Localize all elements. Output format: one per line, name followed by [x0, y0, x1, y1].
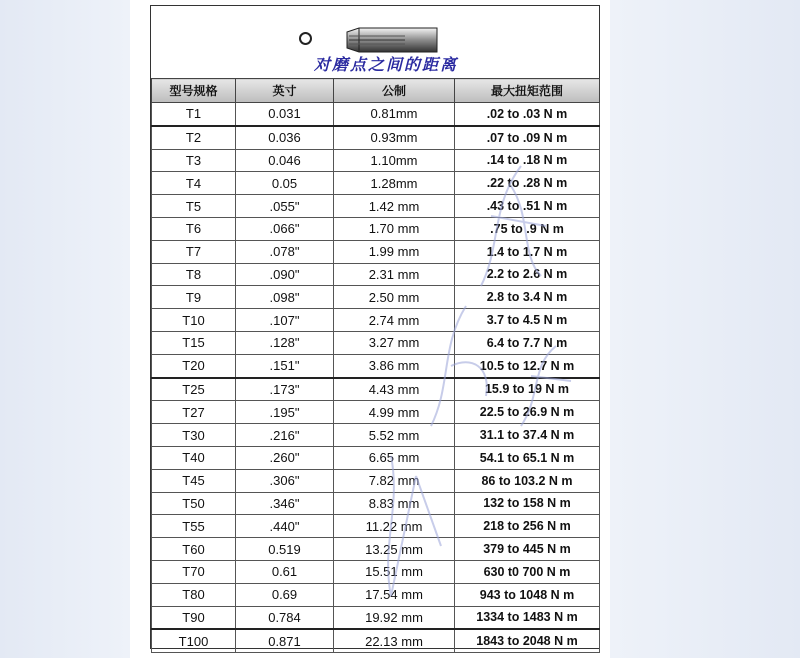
- cell-inch: .260": [236, 446, 334, 469]
- cell-inch: .346": [236, 492, 334, 515]
- cell-model: T40: [152, 446, 236, 469]
- cell-metric: 4.43 mm: [334, 378, 455, 401]
- cell-torque: .14 to .18 N m: [455, 149, 600, 172]
- cell-inch: .306": [236, 469, 334, 492]
- cell-model: T30: [152, 424, 236, 447]
- cell-model: T50: [152, 492, 236, 515]
- cell-inch: .078": [236, 240, 334, 263]
- table-row: [152, 309, 600, 332]
- table-header-row: [152, 79, 600, 103]
- cell-torque: 22.5 to 26.9 N m: [455, 401, 600, 424]
- cell-metric: 2.50 mm: [334, 286, 455, 309]
- table-row: [152, 629, 600, 652]
- cell-metric: 3.86 mm: [334, 354, 455, 377]
- cell-torque: 15.9 to 19 N m: [455, 378, 600, 401]
- table-row: [152, 217, 600, 240]
- table-row: [152, 331, 600, 354]
- torx-bit-icon: [345, 26, 441, 54]
- cell-inch: 0.69: [236, 583, 334, 606]
- cell-model: T20: [152, 354, 236, 377]
- cell-torque: 132 to 158 N m: [455, 492, 600, 515]
- cell-model: T45: [152, 469, 236, 492]
- cell-torque: 10.5 to 12.7 N m: [455, 354, 600, 377]
- cell-metric: 7.82 mm: [334, 469, 455, 492]
- cell-torque: .75 to .9 N m: [455, 217, 600, 240]
- cell-metric: 15.51 mm: [334, 560, 455, 583]
- cell-metric: 0.93mm: [334, 126, 455, 149]
- cell-model: T9: [152, 286, 236, 309]
- table-row: [152, 515, 600, 538]
- document-sheet: [130, 0, 610, 658]
- cell-metric: 2.31 mm: [334, 263, 455, 286]
- cell-metric: 5.52 mm: [334, 424, 455, 447]
- cell-metric: 1.99 mm: [334, 240, 455, 263]
- table-row: [152, 195, 600, 218]
- table-caption: 对磨点之间的距离: [313, 55, 458, 74]
- cell-inch: 0.046: [236, 149, 334, 172]
- cell-metric: 22.13 mm: [334, 629, 455, 652]
- cell-metric: 1.70 mm: [334, 217, 455, 240]
- cell-metric: 0.81mm: [334, 103, 455, 126]
- torx-spec-table: [151, 78, 600, 653]
- cell-torque: 2.2 to 2.6 N m: [455, 263, 600, 286]
- table-row: [152, 286, 600, 309]
- cell-inch: .066": [236, 217, 334, 240]
- table-row: [152, 560, 600, 583]
- table-row: [152, 149, 600, 172]
- table-row: [152, 401, 600, 424]
- cell-inch: .216": [236, 424, 334, 447]
- cell-metric: 8.83 mm: [334, 492, 455, 515]
- cell-model: T80: [152, 583, 236, 606]
- cell-inch: 0.036: [236, 126, 334, 149]
- cell-inch: 0.784: [236, 606, 334, 629]
- cell-torque: 943 to 1048 N m: [455, 583, 600, 606]
- cell-model: T3: [152, 149, 236, 172]
- cell-inch: 0.61: [236, 560, 334, 583]
- table-body: [152, 103, 600, 653]
- cell-inch: 0.05: [236, 172, 334, 195]
- table-row: [152, 538, 600, 561]
- table-row: [152, 583, 600, 606]
- cell-torque: 1.4 to 1.7 N m: [455, 240, 600, 263]
- column-header-model: 型号规格: [152, 79, 236, 103]
- cell-metric: 1.10mm: [334, 149, 455, 172]
- cell-inch: .440": [236, 515, 334, 538]
- cell-torque: 6.4 to 7.7 N m: [455, 331, 600, 354]
- cell-metric: 1.28mm: [334, 172, 455, 195]
- cell-torque: 218 to 256 N m: [455, 515, 600, 538]
- cell-model: T15: [152, 331, 236, 354]
- cell-metric: 2.74 mm: [334, 309, 455, 332]
- cell-metric: 3.27 mm: [334, 331, 455, 354]
- torx-nut-icon: [299, 32, 312, 45]
- table-row: [152, 606, 600, 629]
- cell-torque: 1843 to 2048 N m: [455, 629, 600, 652]
- cell-model: T5: [152, 195, 236, 218]
- table-row: [152, 378, 600, 401]
- cell-torque: 630 t0 700 N m: [455, 560, 600, 583]
- cell-torque: 86 to 103.2 N m: [455, 469, 600, 492]
- table-row: [152, 240, 600, 263]
- cell-torque: 1334 to 1483 N m: [455, 606, 600, 629]
- cell-inch: .128": [236, 331, 334, 354]
- table-row: [152, 469, 600, 492]
- cell-model: T10: [152, 309, 236, 332]
- cell-inch: .055": [236, 195, 334, 218]
- cell-torque: .22 to .28 N m: [455, 172, 600, 195]
- cell-model: T100: [152, 629, 236, 652]
- cell-metric: 13.25 mm: [334, 538, 455, 561]
- table-row: [152, 446, 600, 469]
- cell-torque: 54.1 to 65.1 N m: [455, 446, 600, 469]
- cell-model: T7: [152, 240, 236, 263]
- column-header-metric: 公制: [334, 79, 455, 103]
- cell-model: T27: [152, 401, 236, 424]
- cell-inch: .151": [236, 354, 334, 377]
- cell-inch: 0.031: [236, 103, 334, 126]
- cell-inch: .090": [236, 263, 334, 286]
- cell-metric: 6.65 mm: [334, 446, 455, 469]
- cell-model: T90: [152, 606, 236, 629]
- cell-torque: 379 to 445 N m: [455, 538, 600, 561]
- cell-torque: 2.8 to 3.4 N m: [455, 286, 600, 309]
- cell-model: T4: [152, 172, 236, 195]
- cell-inch: 0.519: [236, 538, 334, 561]
- cell-torque: .02 to .03 N m: [455, 103, 600, 126]
- cell-model: T1: [152, 103, 236, 126]
- column-header-torque: 最大扭矩范围: [455, 79, 600, 103]
- cell-torque: 3.7 to 4.5 N m: [455, 309, 600, 332]
- table-row: [152, 354, 600, 377]
- table-row: [152, 424, 600, 447]
- cell-inch: .173": [236, 378, 334, 401]
- cell-metric: 19.92 mm: [334, 606, 455, 629]
- cell-model: T2: [152, 126, 236, 149]
- cell-metric: 4.99 mm: [334, 401, 455, 424]
- cell-inch: .098": [236, 286, 334, 309]
- cell-model: T6: [152, 217, 236, 240]
- column-header-inch: 英寸: [236, 79, 334, 103]
- cell-torque: .43 to .51 N m: [455, 195, 600, 218]
- cell-metric: 17.54 mm: [334, 583, 455, 606]
- cell-torque: 31.1 to 37.4 N m: [455, 424, 600, 447]
- cell-model: T70: [152, 560, 236, 583]
- background-left: [0, 0, 130, 658]
- cell-metric: 1.42 mm: [334, 195, 455, 218]
- cell-metric: 11.22 mm: [334, 515, 455, 538]
- background-right: [610, 0, 800, 658]
- cell-model: T25: [152, 378, 236, 401]
- table-row: [152, 103, 600, 126]
- cell-inch: .195": [236, 401, 334, 424]
- cell-inch: .107": [236, 309, 334, 332]
- cell-model: T60: [152, 538, 236, 561]
- table-row: [152, 126, 600, 149]
- torx-spec-table-frame: [150, 5, 600, 649]
- cell-inch: 0.871: [236, 629, 334, 652]
- table-row: [152, 492, 600, 515]
- table-row: [152, 263, 600, 286]
- cell-model: T8: [152, 263, 236, 286]
- table-illustration-header: [151, 6, 599, 78]
- cell-torque: .07 to .09 N m: [455, 126, 600, 149]
- cell-model: T55: [152, 515, 236, 538]
- table-row: [152, 172, 600, 195]
